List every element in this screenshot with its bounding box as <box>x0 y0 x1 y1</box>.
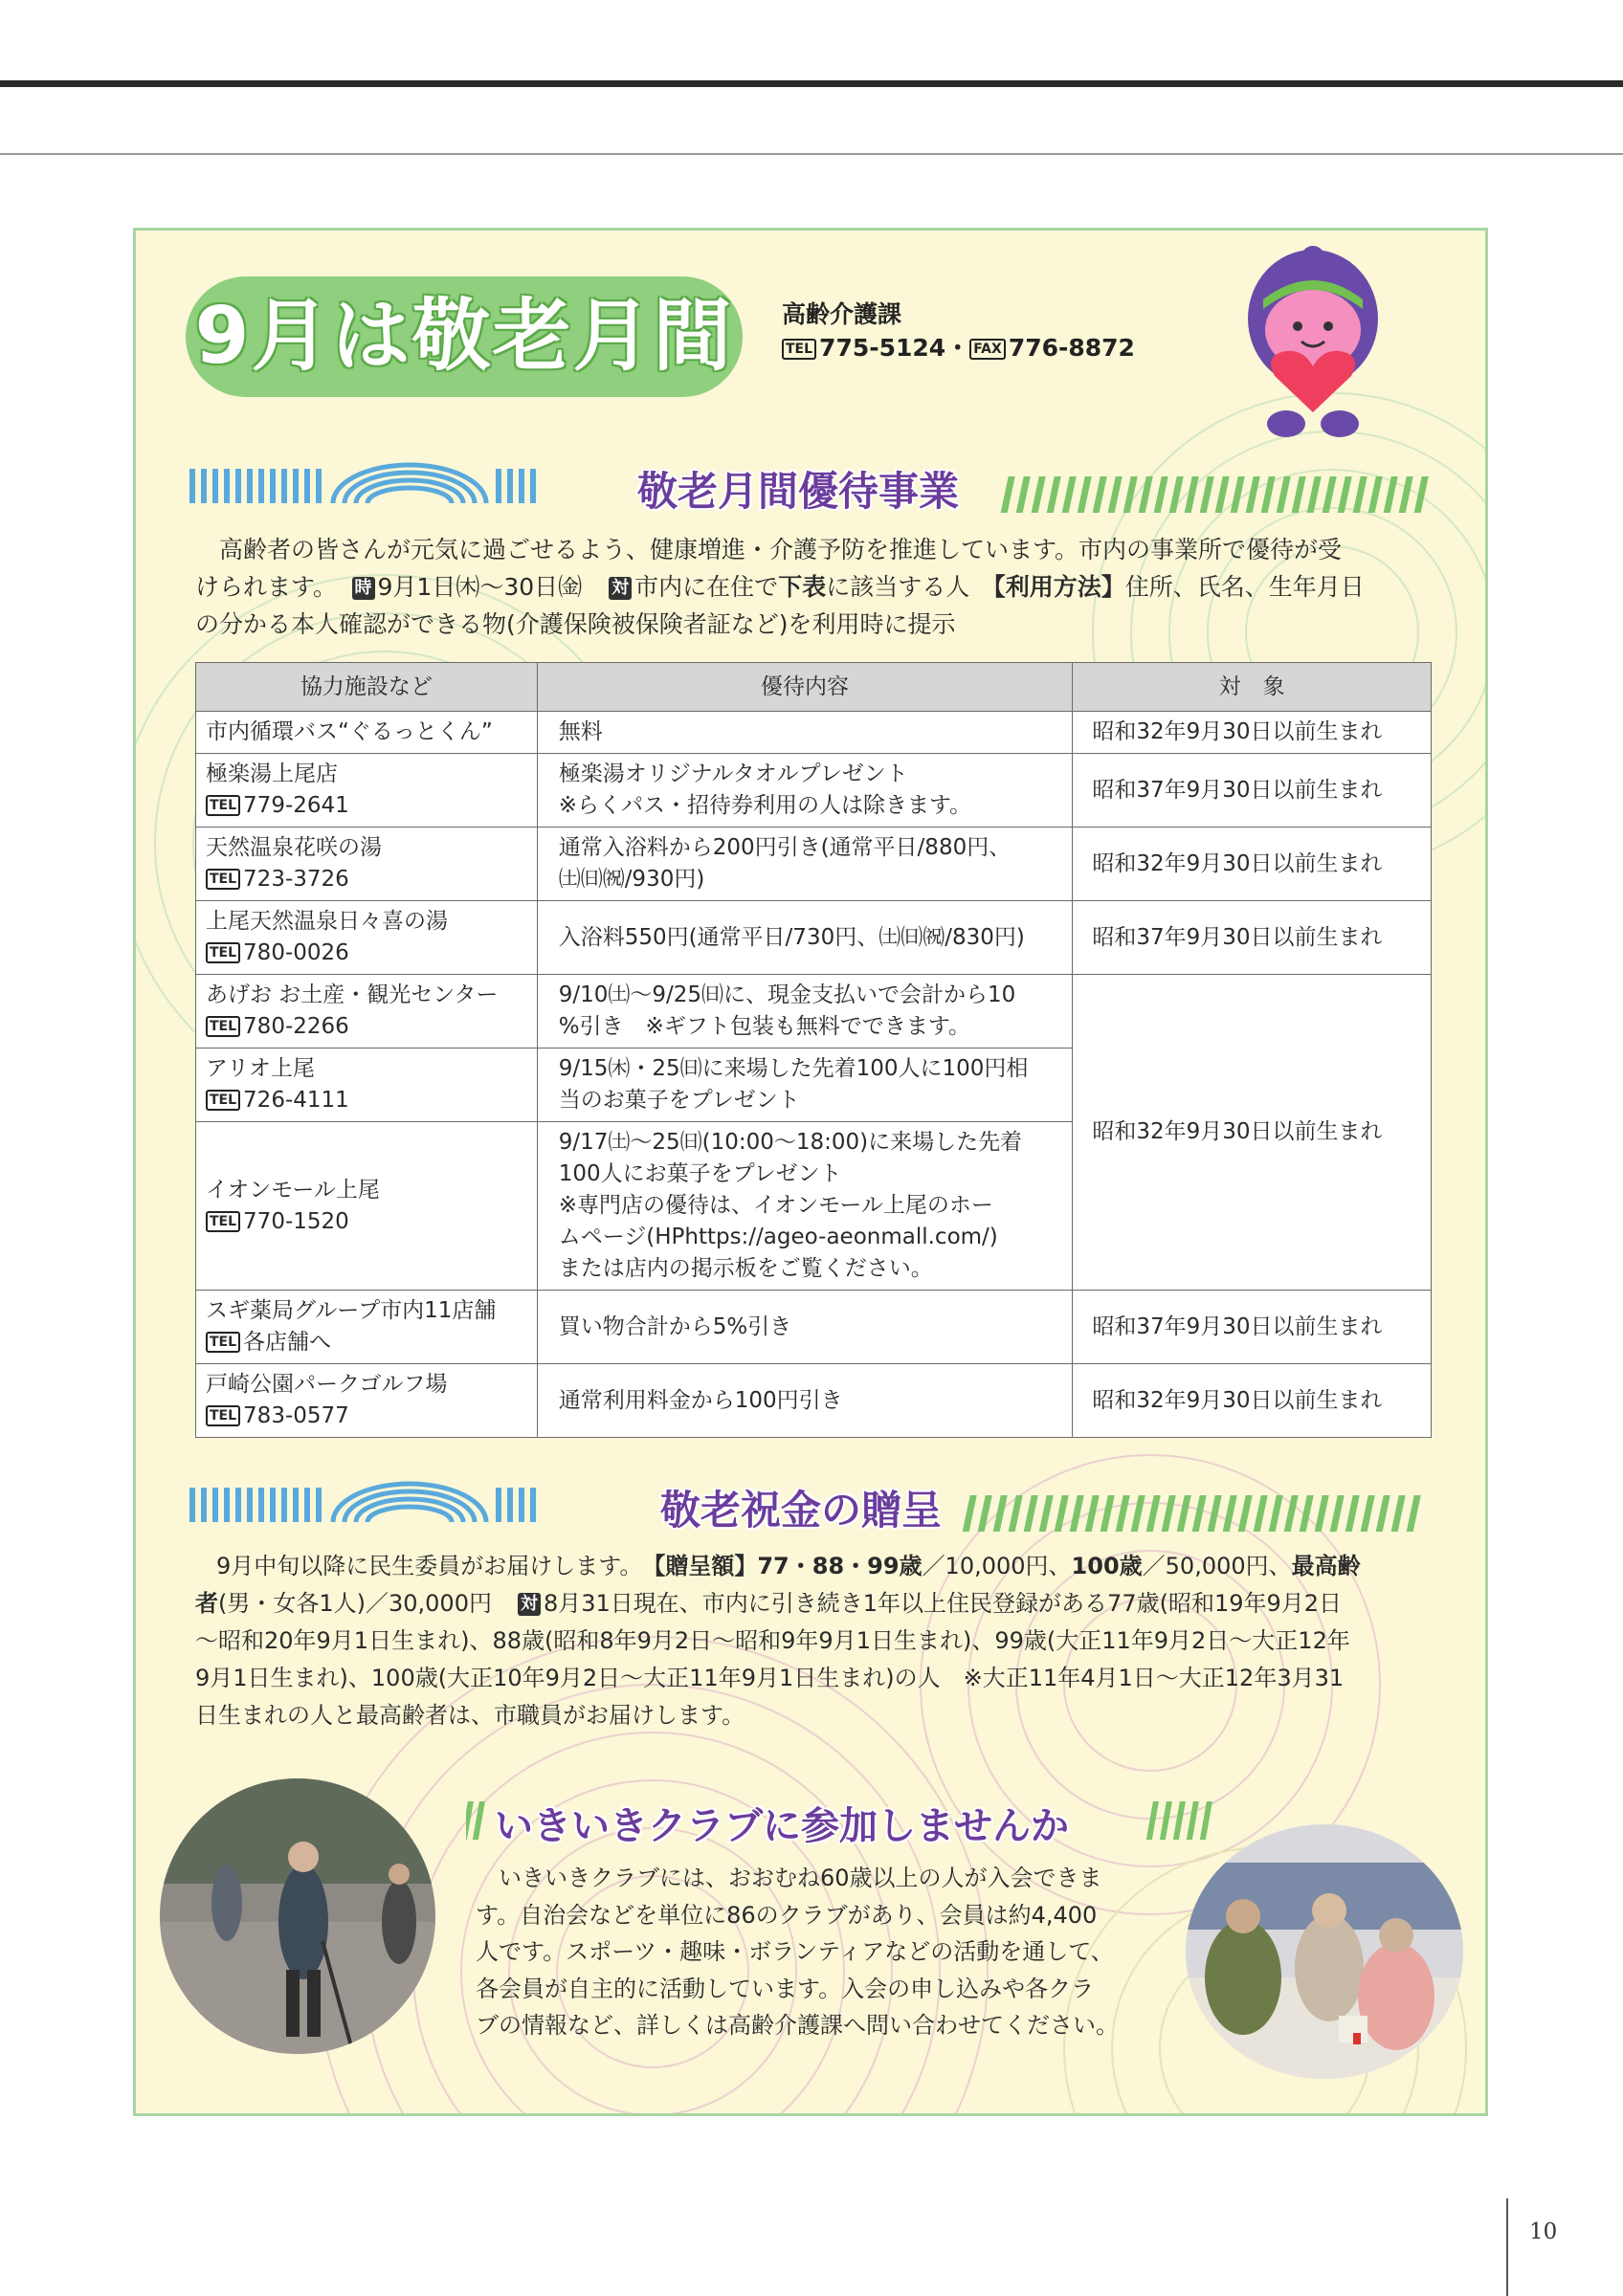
facility-cell <box>196 975 538 1049</box>
section2-body <box>195 1548 1439 1734</box>
section2-line5: 日生まれの人と最高齢者は、市職員がお届けします。 <box>195 1702 745 1729</box>
section2-bold: 者 <box>195 1590 218 1617</box>
content-line: または店内の掲示板をご覧ください。 <box>558 1256 933 1281</box>
facility-cell <box>196 712 538 754</box>
separator: ・ <box>945 334 970 362</box>
content-line: 通常入浴料から200円引き(通常平日/880円、 <box>558 835 1012 860</box>
target-cell: 昭和32年9月30日以前生まれ <box>1073 1364 1432 1438</box>
mascot-character-icon <box>1236 242 1390 443</box>
facility-name: 市内循環バス“ぐるっとくん” <box>206 719 493 744</box>
section2-line1 <box>195 1548 1439 1585</box>
target-text-a: 市内に在住で <box>634 573 779 601</box>
top-rule <box>0 80 1623 87</box>
tel-number: 779-2641 <box>243 793 349 818</box>
facility-name: スギ薬局グループ市内11店舗 <box>206 1298 497 1323</box>
club-activity-photo-image <box>1186 1824 1463 2079</box>
facility-tel <box>206 1327 525 1358</box>
section3-line1: いきいきクラブには、おおむね60歳以上の人が入会できま <box>499 1865 1102 1891</box>
content-cell <box>537 754 1073 828</box>
content-line: ムページ(HPhttps://ageo-aeonmall.com/) <box>558 1225 998 1249</box>
content-line: 買い物合計から5%引き <box>558 1314 792 1339</box>
section2-line4: 9月1日生まれ)、100歳(大正10年9月2日～大正11年9月1日生まれ)の人 ※大正11年4月1日～大正12年3月31 <box>195 1665 1345 1691</box>
gift-amount-label: 【贈呈額】77・88・99歳 <box>654 1553 923 1579</box>
facility-name: 天然温泉花咲の湯 <box>206 835 382 860</box>
table-header-row <box>196 663 1432 712</box>
table-header: 協力施設など <box>196 663 538 712</box>
section3-line3: 人です。スポーツ・趣味・ボランティアなどの活動を通して、 <box>476 1938 1114 1965</box>
target-cell: 昭和37年9月30日以前生まれ <box>1073 901 1432 975</box>
section3-heading: いきいきクラブに参加しませんか <box>495 1804 1069 1848</box>
tel-icon: TEL <box>206 1016 240 1037</box>
period-text: 9月1日㈭～30日㈮ <box>377 573 583 601</box>
section3-line5: ブの情報など、詳しくは高齢介護課へ問い合わせてください。 <box>476 2012 1119 2039</box>
tel-icon: TEL <box>206 1332 240 1353</box>
section2-line2 <box>195 1585 1439 1623</box>
section2-text: ／50,000円、 <box>1142 1553 1292 1579</box>
content-line: 入浴料550円(通常平日/730円、㈯㈰㈷/830円) <box>558 924 1025 950</box>
table-header: 優待内容 <box>537 663 1073 712</box>
section2-text: (男・女各1人)／30,000円 <box>218 1590 492 1617</box>
section1-line2 <box>195 568 1439 606</box>
tel-number: 783-0577 <box>243 1403 349 1428</box>
target-text-b: に該当する人 <box>826 573 970 601</box>
facility-name: 戸崎公園パークゴルフ場 <box>206 1372 448 1397</box>
facility-cell <box>196 1291 538 1364</box>
content-line: 無料 <box>558 719 603 744</box>
facility-cell <box>196 1364 538 1438</box>
facility-tel <box>206 790 525 822</box>
tel-number: 各店舗へ <box>243 1330 332 1355</box>
facility-tel <box>206 938 525 969</box>
content-cell <box>537 1122 1073 1291</box>
table-header: 対 象 <box>1073 663 1432 712</box>
section1-line2a: けられます。 <box>195 573 325 601</box>
tel-number: 780-2266 <box>243 1014 349 1039</box>
fax-number: 776-8872 <box>1008 334 1135 362</box>
method-text: 住所、氏名、生年月日 <box>1124 573 1365 601</box>
facility-cell <box>196 828 538 901</box>
target-icon: 対 <box>518 1593 541 1616</box>
section2-heading: 敬老祝金の贈呈 <box>660 1487 943 1534</box>
facility-cell <box>196 1049 538 1122</box>
facility-tel <box>206 1011 525 1043</box>
facility-cell <box>196 1122 538 1291</box>
section2-line3: ～昭和20年9月1日生まれ)、88歳(昭和8年9月2日～昭和9年9月1日生まれ)、99歳(大正11年9月2日～大正12年 <box>195 1627 1350 1654</box>
gateball-photo-image <box>160 1778 435 2054</box>
tel-number: 770-1520 <box>243 1208 349 1234</box>
section1-line1: 高齢者の皆さんが元気に過ごせるよう、健康増進・介護予防を推進しています。市内の事業所で優待が受 <box>219 536 1343 563</box>
table-row <box>196 754 1432 828</box>
facility-tel <box>206 864 525 895</box>
table-row <box>196 1291 1432 1364</box>
content-line: 9/17㈯～25㈰(10:00～18:00)に来場した先着 <box>558 1130 1023 1155</box>
tel-number: 726-4111 <box>243 1088 349 1113</box>
table-row <box>196 1364 1432 1438</box>
section2-text: ／10,000円、 <box>922 1553 1072 1579</box>
section3-line4: 各会員が自主的に活動しています。入会の申し込みや各クラ <box>476 1975 1095 2002</box>
facility-name: 極楽湯上尾店 <box>206 762 338 786</box>
content-line: %引き ※ギフト包装も無料でできます。 <box>558 1014 970 1039</box>
tel-icon: TEL <box>206 1090 240 1111</box>
facility-name: アリオ上尾 <box>206 1056 315 1081</box>
tel-icon: TEL <box>206 1405 240 1426</box>
target-cell: 昭和32年9月30日以前生まれ <box>1073 975 1432 1291</box>
page-number: 10 <box>1529 2219 1558 2244</box>
tel-number: 780-0026 <box>243 940 349 965</box>
page-title: 9月は敬老月間 <box>194 291 734 382</box>
fax-icon: FAX <box>969 339 1006 360</box>
contact-line <box>782 331 1135 365</box>
section2-text: 8月31日現在、市内に引き続き1年以上住民登録がある77歳(昭和19年9月2日 <box>543 1590 1343 1617</box>
content-cell <box>537 901 1073 975</box>
content-cell <box>537 1291 1073 1364</box>
facility-tel <box>206 1206 525 1238</box>
method-label: 【利用方法】 <box>993 573 1125 601</box>
facility-name: イオンモール上尾 <box>206 1177 380 1203</box>
tel-icon: TEL <box>782 339 816 360</box>
tel-icon: TEL <box>206 1211 240 1232</box>
section1-line3: の分かる本人確認ができる物(介護保険被保険者証など)を利用時に提示 <box>195 610 956 638</box>
content-line: ※専門店の優待は、イオンモール上尾のホー <box>558 1193 993 1218</box>
content-cell <box>537 1364 1073 1438</box>
tel-icon: TEL <box>206 869 240 890</box>
when-icon: 時 <box>352 577 375 600</box>
section1-body <box>195 531 1439 643</box>
content-line: 通常利用料金から100円引き <box>558 1387 843 1413</box>
page-number-rule <box>1506 2198 1508 2296</box>
target-cell: 昭和32年9月30日以前生まれ <box>1073 712 1432 754</box>
table-row <box>196 828 1432 901</box>
section2-bold: 100歳 <box>1071 1553 1143 1579</box>
target-icon: 対 <box>609 577 632 600</box>
table-row <box>196 975 1432 1049</box>
benefits-table <box>195 662 1432 1438</box>
tel-number: 775-5124 <box>819 334 946 362</box>
club-activity-photo <box>1186 1824 1463 2079</box>
facility-name: 上尾天然温泉日々喜の湯 <box>206 909 448 934</box>
content-line: 9/10㈯～9/25㈰に、現金支払いで会計から10 <box>558 982 1016 1007</box>
table-row <box>196 712 1432 754</box>
content-line: 9/15㈭・25㈰に来場した先着100人に100円相 <box>558 1056 1029 1081</box>
target-cell: 昭和37年9月30日以前生まれ <box>1073 754 1432 828</box>
facility-cell <box>196 901 538 975</box>
facility-tel <box>206 1401 525 1432</box>
content-line: 当のお菓子をプレゼント <box>558 1088 800 1113</box>
gateball-photo <box>160 1778 435 2054</box>
content-line: 100人にお菓子をプレゼント <box>558 1161 842 1186</box>
department-name: 高齢介護課 <box>782 300 902 328</box>
tel-number: 723-3726 <box>243 867 349 892</box>
facility-tel <box>206 1085 525 1116</box>
target-cell: 昭和37年9月30日以前生まれ <box>1073 1291 1432 1364</box>
content-line: 極楽湯オリジナルタオルプレゼント <box>558 762 908 786</box>
content-cell <box>537 712 1073 754</box>
content-cell <box>537 975 1073 1049</box>
content-line: ※らくパス・招待券利用の人は除きます。 <box>558 793 972 818</box>
target-cell: 昭和32年9月30日以前生まれ <box>1073 828 1432 901</box>
tel-icon: TEL <box>206 795 240 816</box>
section3-line2: す。自治会などを単位に86のクラブがあり、会員は約4,400 <box>476 1901 1098 1929</box>
facility-cell <box>196 754 538 828</box>
facility-name: あげお お土産・観光センター <box>206 982 499 1007</box>
content-panel <box>133 228 1488 2116</box>
content-cell <box>537 828 1073 901</box>
target-text-bold: 下表 <box>778 573 827 601</box>
content-line: ㈯㈰㈷/930円) <box>558 867 705 892</box>
section1-heading: 敬老月間優待事業 <box>637 468 960 515</box>
section2-bold: 最高齢 <box>1291 1553 1361 1579</box>
header-rule <box>0 153 1623 155</box>
section2-text: 9月中旬以降に民生委員がお届けします。 <box>216 1553 632 1579</box>
table-row <box>196 901 1432 975</box>
content-cell <box>537 1049 1073 1122</box>
tel-icon: TEL <box>206 942 240 963</box>
